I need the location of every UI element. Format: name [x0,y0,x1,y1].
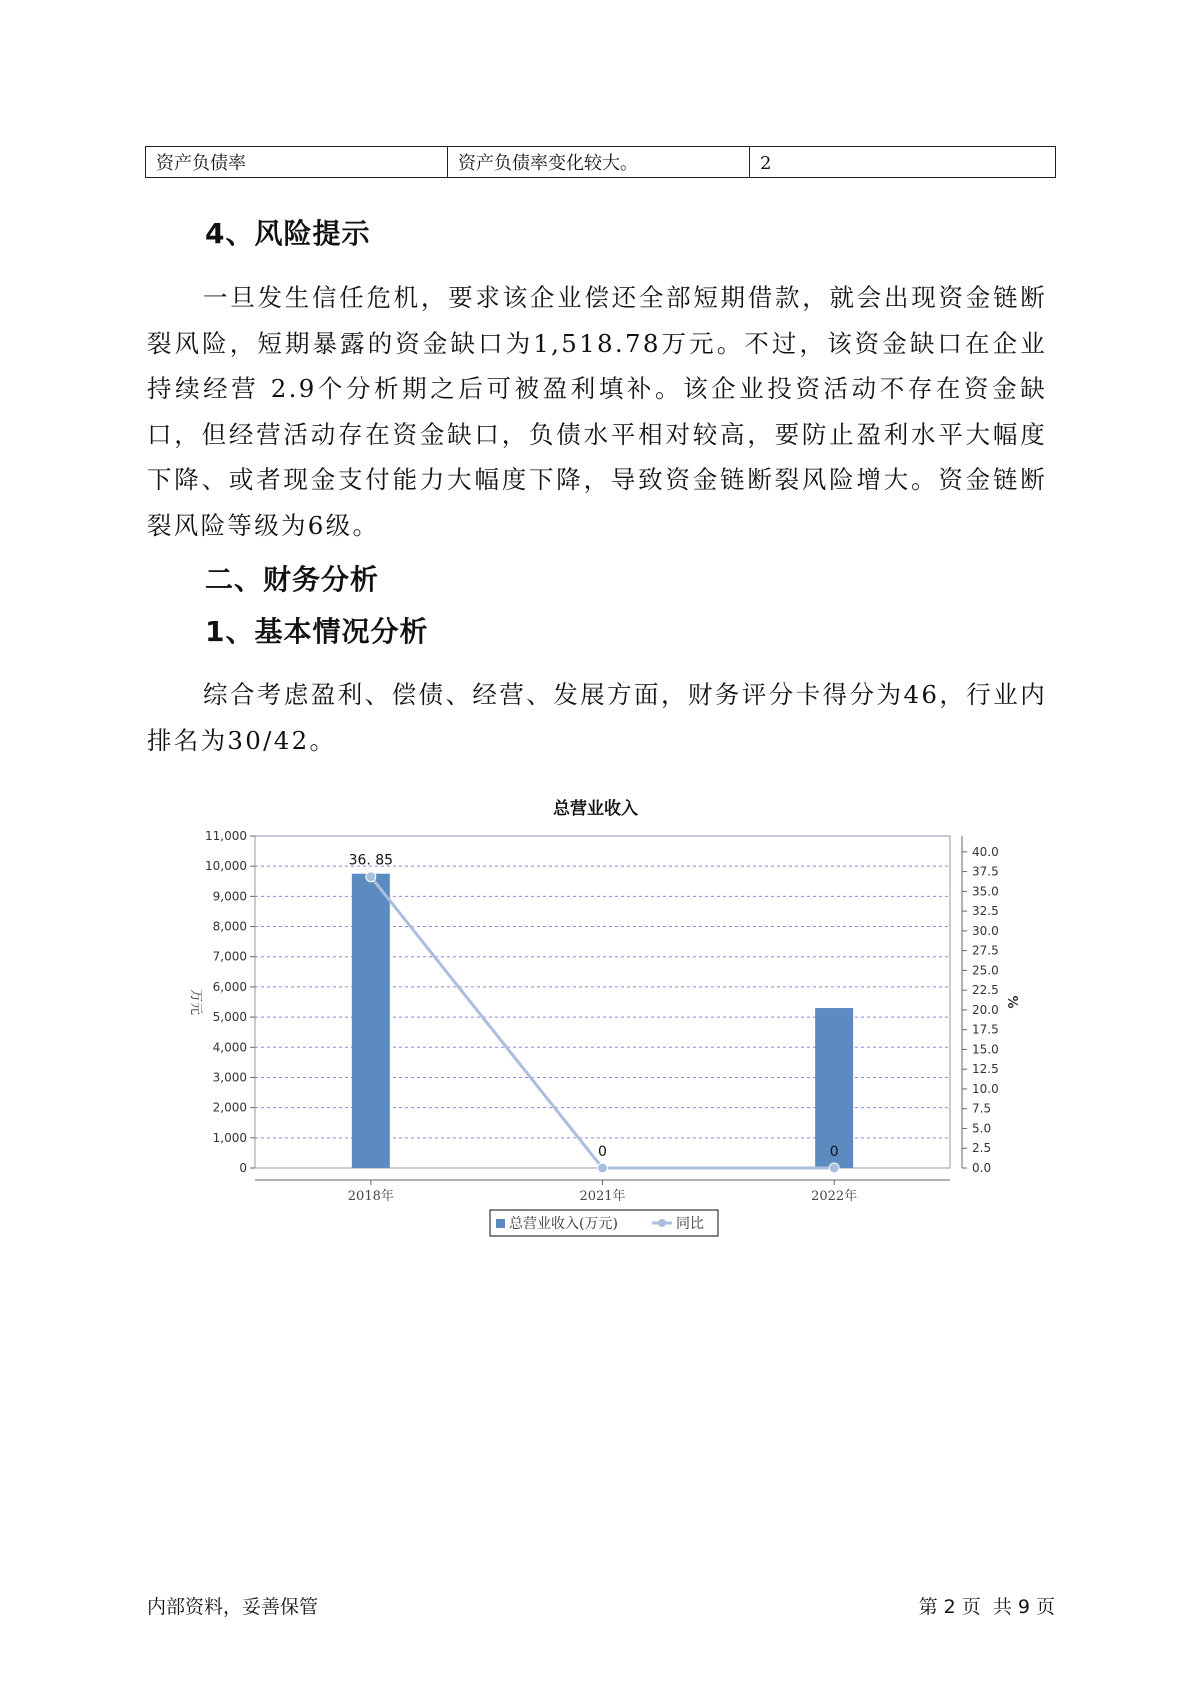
data-label: 36. 85 [348,852,394,869]
table-cell-description: 资产负债率变化较大。 [448,147,750,178]
basic-analysis-paragraph: 综合考虑盈利、偿债、经营、发展方面，财务评分卡得分为46，行业内排名为30/42。 [147,680,1047,755]
y2-tick-label: 5.0 [972,1121,992,1136]
data-label: 0 [598,1144,607,1160]
finance-heading: 二、财务分析 [205,563,380,596]
x-tick-label: 2018年 [347,1189,394,1204]
yoy-point [598,1163,608,1173]
y2-tick-label: 10.0 [972,1081,999,1096]
y2-tick-label: 7.5 [972,1101,992,1116]
y2-tick-label: 35.0 [972,884,999,899]
y-tick-label: 4,000 [212,1040,247,1055]
basic-analysis-heading: 1、基本情况分析 [205,615,429,648]
y2-tick-label: 30.0 [972,923,999,938]
y2-tick-label: 25.0 [972,963,999,978]
y-tick-label: 3,000 [212,1070,247,1085]
x-tick-label: 2022年 [811,1189,858,1204]
table-cell-score: 2 [750,147,1056,178]
y-tick-label: 7,000 [212,949,247,964]
y-tick-label: 11,000 [205,829,247,843]
yoy-point [829,1163,839,1173]
y-tick-label: 5,000 [212,1010,247,1025]
y2-tick-label: 32.5 [972,904,999,919]
bar [352,874,390,1168]
y2-tick-label: 12.5 [972,1062,999,1077]
y2-tick-label: 17.5 [972,1022,999,1037]
legend-bar-label: 总营业收入(万元) [509,1216,618,1232]
y-tick-label: 6,000 [212,979,247,994]
risk-paragraph: 一旦发生信任危机，要求该企业偿还全部短期借款，就会出现资金链断裂风险，短期暴露的资金缺口为1,518.78万元。不过，该资金缺口在企业持续经营 2.9个分析期之后可被盈利填补。该企业投资活动不存在资金缺口，但经营活动存在资金缺口，负债水平相对较高，要防止盈利水平大幅度下降、或者现金支付能力大幅度下降，导致资金链断裂风险增大。资金链断裂风险等级为6级。 [147,283,1047,540]
y2-tick-label: 40.0 [972,844,999,859]
y-tick-label: 2,000 [212,1100,247,1115]
legend-line-label: 同比 [676,1216,704,1232]
y2-tick-label: 22.5 [972,983,999,998]
data-label: 0 [829,1144,839,1160]
legend-line-marker [658,1219,666,1227]
y-tick-label: 1,000 [212,1130,247,1145]
y-tick-label: 9,000 [212,889,247,904]
y2-tick-label: 20.0 [972,1002,999,1017]
y2-tick-label: 37.5 [972,864,999,879]
table-cell-indicator: 资产负债率 [146,147,448,178]
y-axis-label: 万元 [188,988,203,1016]
y-tick-label: 8,000 [212,919,247,934]
footer-confidential-note: 内部资料，妥善保管 [147,1596,319,1618]
y-tick-label: 10,000 [205,859,247,874]
footer-page-number: 第 2 页 共 9 页 [918,1596,1055,1618]
y2-tick-label: 27.5 [972,943,999,958]
yoy-line [371,877,834,1168]
legend-bar-swatch [496,1219,505,1228]
y2-tick-label: 0.0 [972,1161,992,1175]
chart-title: 总营业收入 [553,799,638,819]
y2-axis-label: % [1004,995,1019,1009]
y2-tick-label: 15.0 [972,1042,999,1057]
risk-heading: 4、风险提示 [205,217,371,250]
y2-tick-label: 2.5 [972,1141,992,1156]
y-tick-label: 0 [239,1161,247,1175]
x-tick-label: 2021年 [579,1189,626,1204]
yoy-point [366,872,376,882]
